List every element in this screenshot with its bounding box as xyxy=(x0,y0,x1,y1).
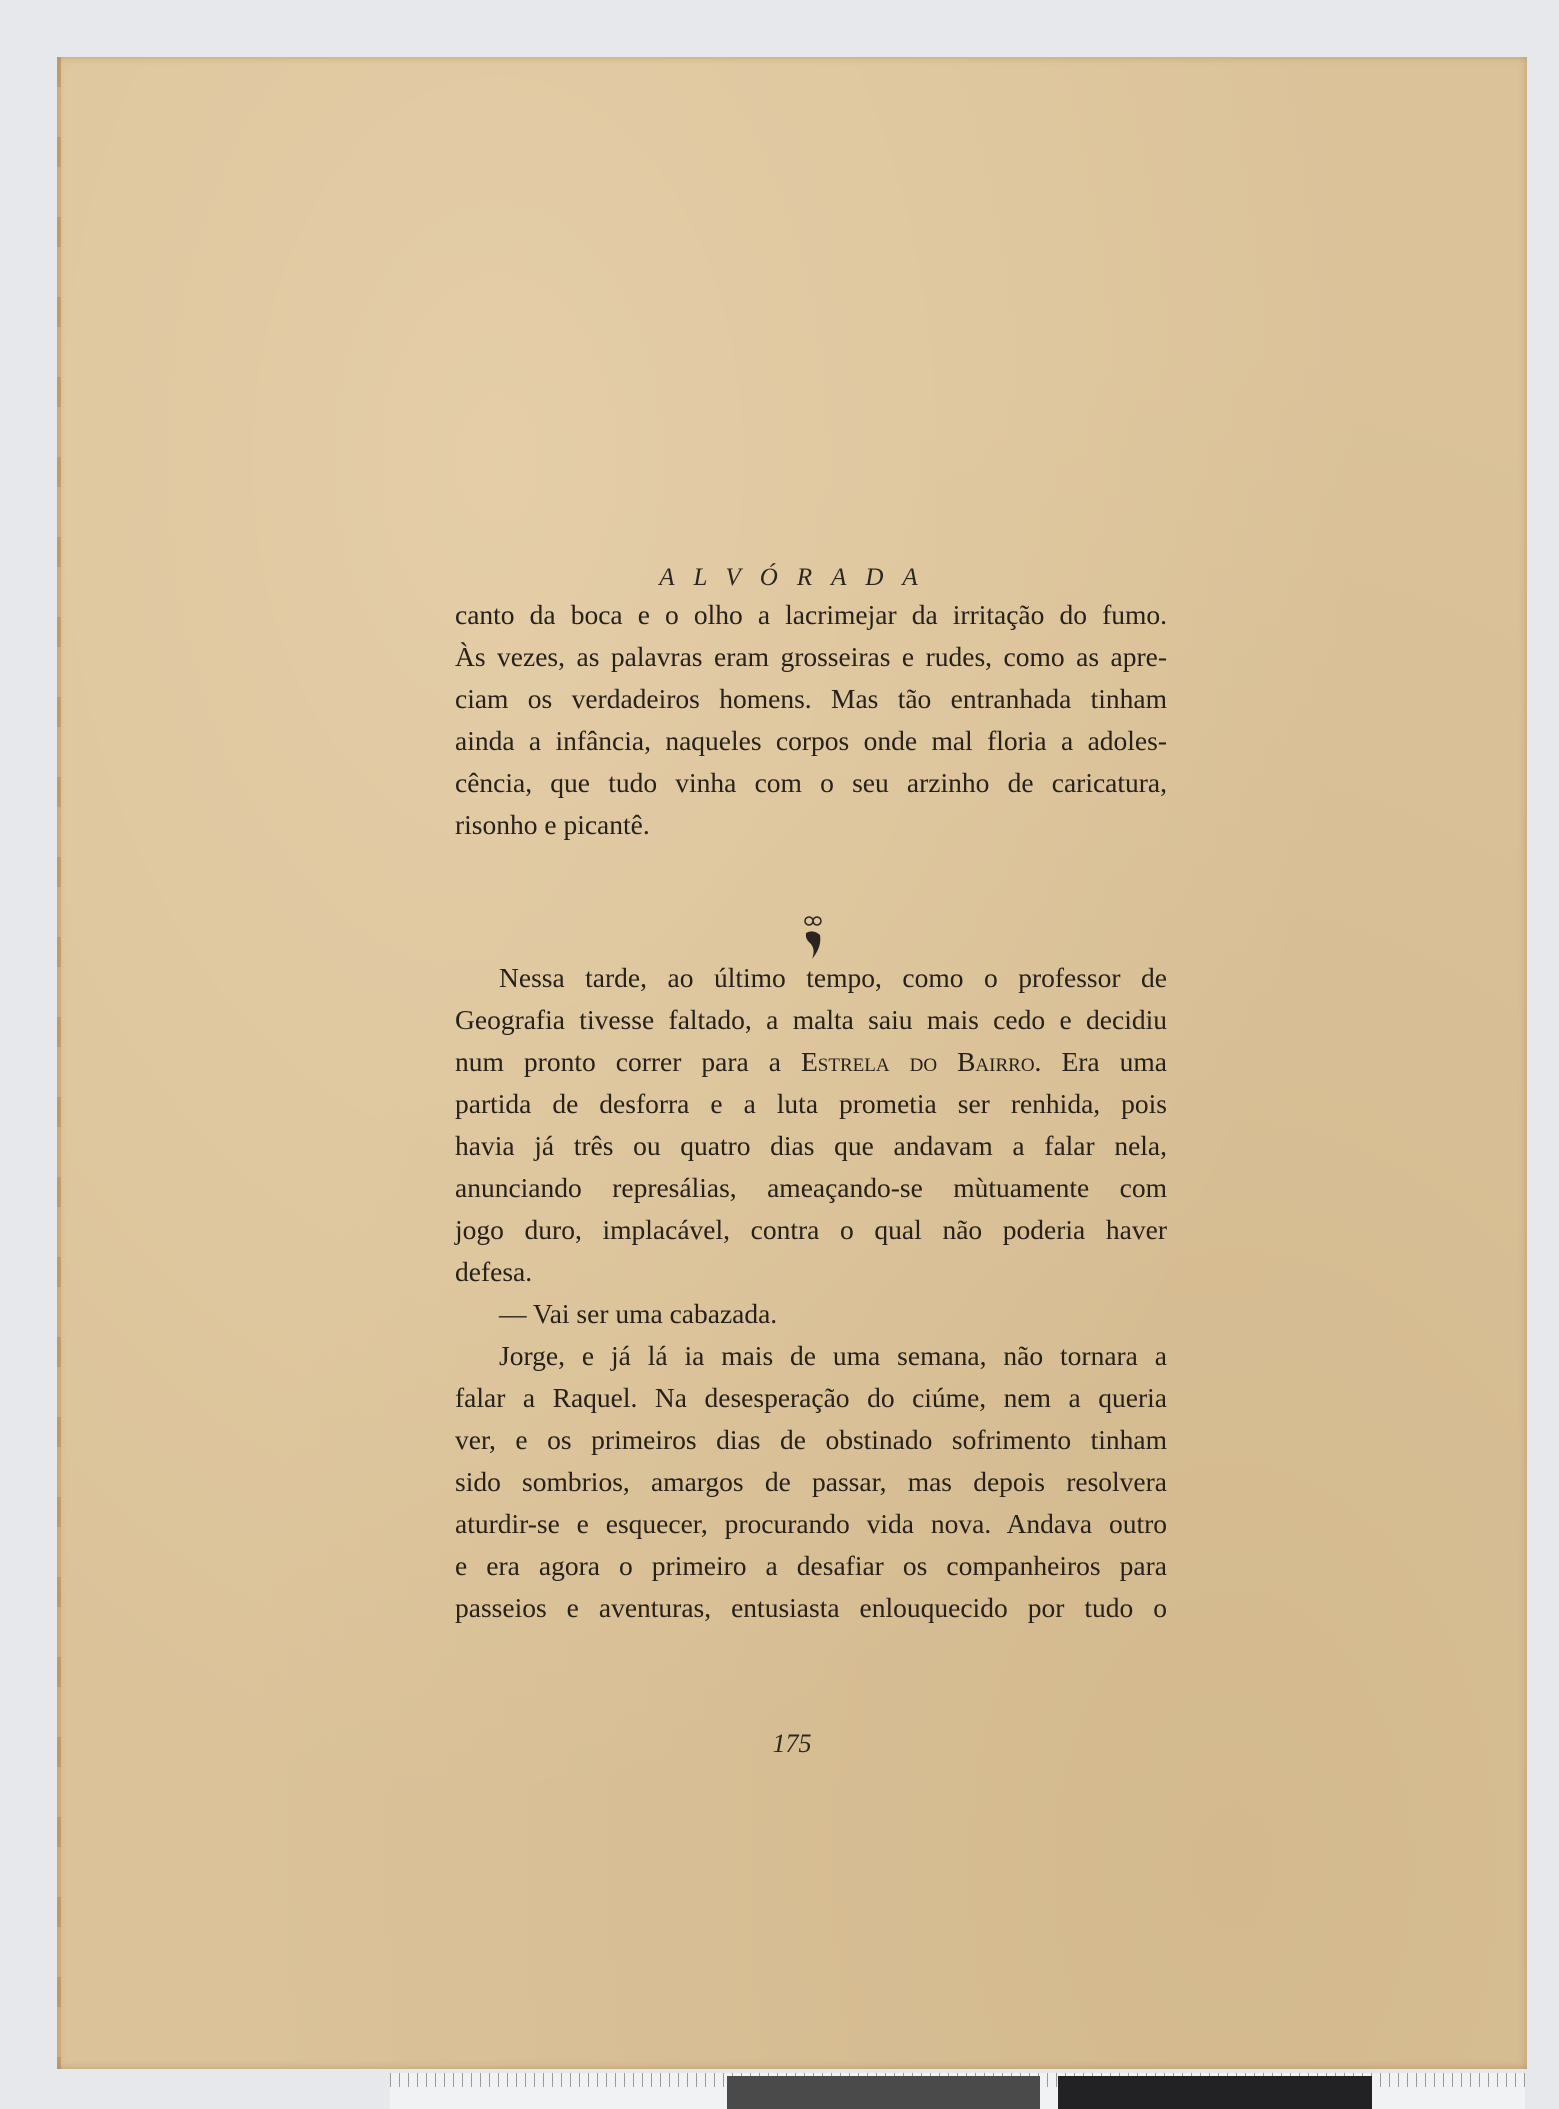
text-line: jogo duro, implacável, contra o qual não poderia haver xyxy=(455,1214,1167,1245)
text-line: canto da boca e o olho a lacrimejar da irritação do fumo. xyxy=(455,599,1167,630)
text-line: risonho e picantê. xyxy=(455,809,650,840)
section-ornament-icon xyxy=(802,915,824,961)
text-fragment: Era uma xyxy=(1061,1046,1167,1077)
paragraph-2 xyxy=(455,957,1167,1629)
place-name: Estrela do Bairro. xyxy=(801,1046,1042,1077)
text-line: ciam os verdadeiros homens. Mas tão entranhada tinham xyxy=(455,683,1167,714)
text-line: aturdir-se e esquecer, procurando vida nova. Andava outro xyxy=(455,1508,1167,1539)
text-fragment: num pronto correr para a xyxy=(455,1046,781,1077)
text-line: partida de desforra e a luta prometia ser renhida, pois xyxy=(455,1088,1167,1119)
page-number: 175 xyxy=(772,1729,812,1758)
black-calibration-block xyxy=(1058,2076,1372,2109)
text-line: Nessa tarde, ao último tempo, como o professor de xyxy=(499,962,1167,993)
text-line: ver, e os primeiros dias de obstinado sofrimento tinham xyxy=(455,1424,1167,1455)
text-line: passeios e aventuras, entusiasta enlouquecido por tudo o xyxy=(455,1592,1167,1623)
text-line: sido sombrios, amargos de passar, mas depois resolvera xyxy=(455,1466,1167,1497)
text-line: e era agora o primeiro a desafiar os companheiros para xyxy=(455,1550,1167,1581)
book-page xyxy=(57,57,1527,2069)
text-line: anunciando represálias, ameaçando-se mùtuamente com xyxy=(455,1172,1167,1203)
text-line: Jorge, e já lá ia mais de uma semana, não tornara a xyxy=(499,1340,1167,1371)
text-line: havia já três ou quatro dias que andavam a falar nela, xyxy=(455,1130,1167,1161)
text-line: defesa. xyxy=(455,1256,533,1287)
text-line: ainda a infância, naqueles corpos onde mal floria a adoles- xyxy=(455,725,1167,756)
text-line: Geografia tivesse faltado, a malta saiu mais cedo e decidiu xyxy=(455,1004,1167,1035)
text-line: falar a Raquel. Na desesperação do ciúme, nem a queria xyxy=(455,1382,1167,1413)
gray-calibration-block xyxy=(727,2076,1040,2109)
text-line: Às vezes, as palavras eram grosseiras e rudes, como as apre- xyxy=(455,641,1167,672)
text-line xyxy=(455,1041,1167,1083)
text-line: cência, que tudo vinha com o seu arzinho de caricatura, xyxy=(455,767,1167,798)
page-edge-stain xyxy=(57,57,61,2069)
dialogue-line: — Vai ser uma cabazada. xyxy=(499,1298,778,1329)
running-head: ALVÓRADA xyxy=(659,564,937,591)
paragraph-1 xyxy=(455,594,1167,846)
